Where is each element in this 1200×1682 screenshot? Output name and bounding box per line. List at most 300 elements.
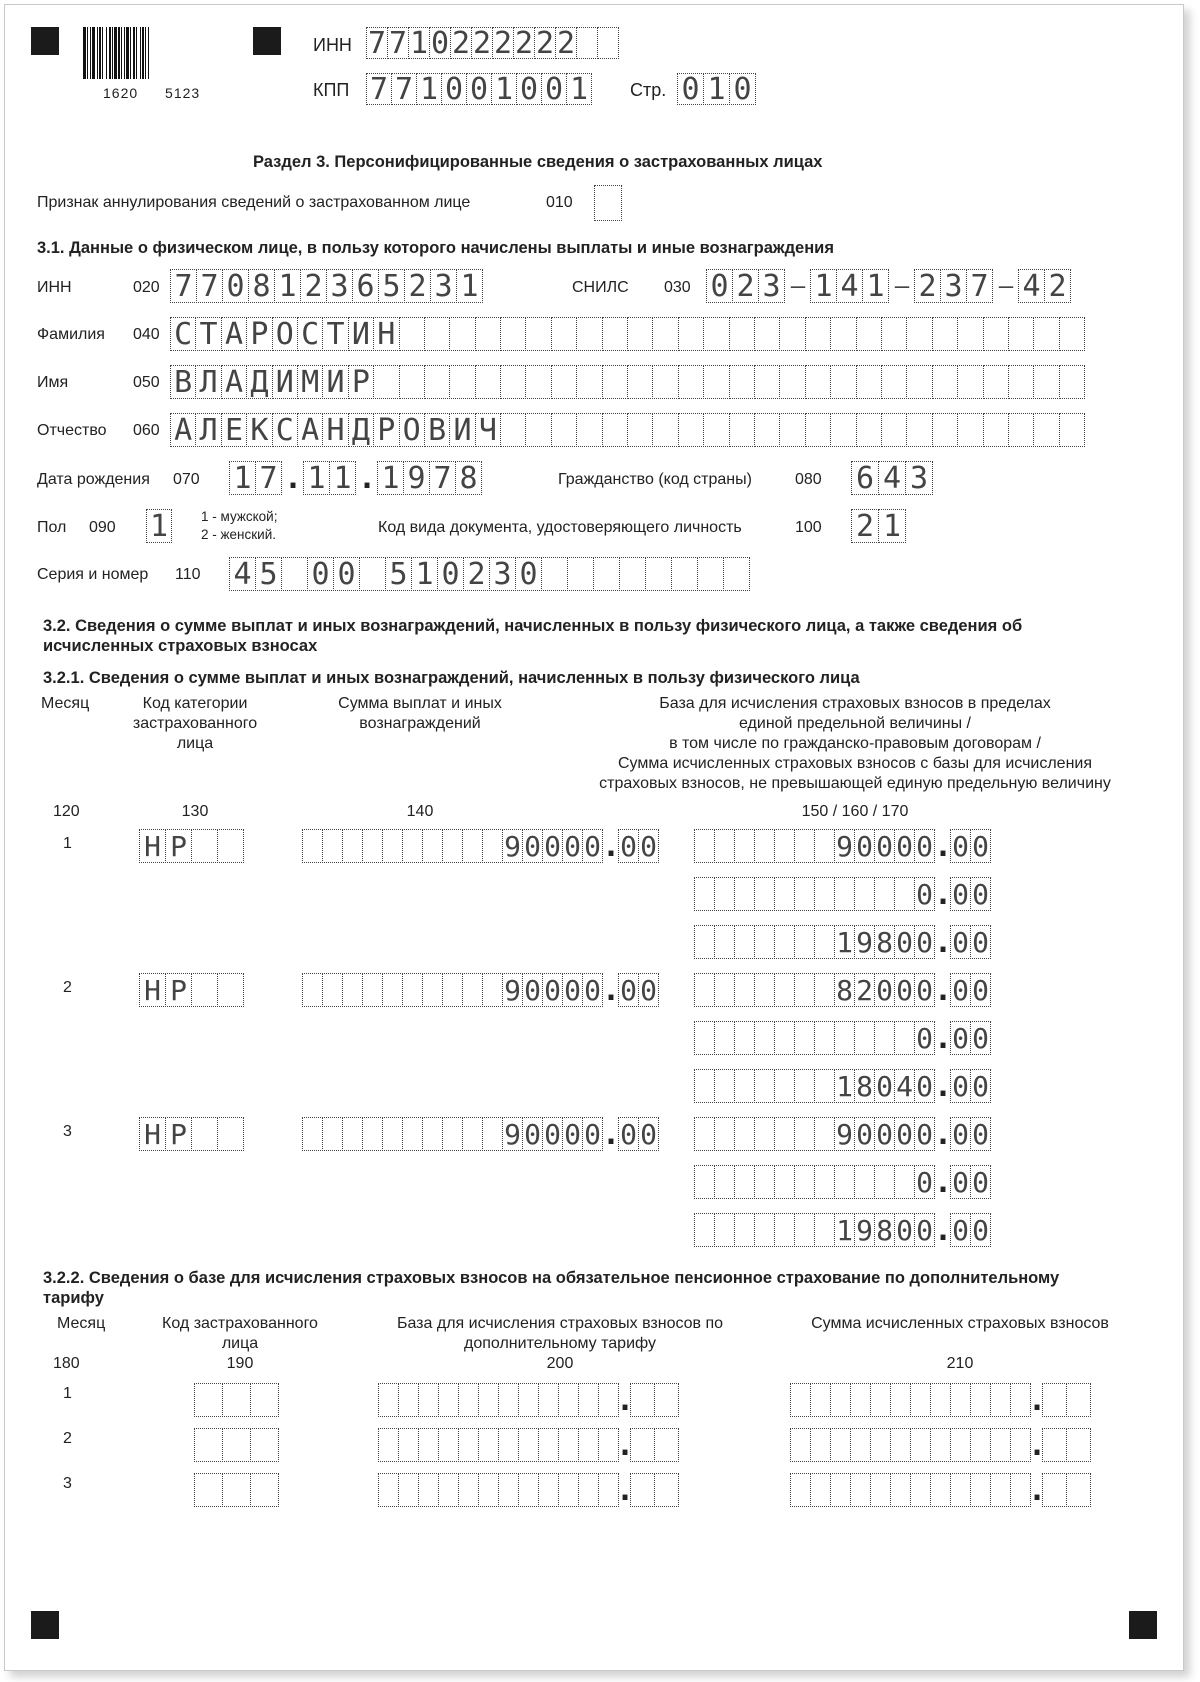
separator: . [601, 972, 621, 1008]
corner-marker-bottom-right [1129, 1611, 1157, 1639]
char-cell [694, 1117, 715, 1151]
char-cell: 1 [229, 461, 256, 495]
char-cell [567, 557, 594, 591]
patronymic-field [171, 413, 1085, 447]
char-cell [810, 1473, 831, 1507]
char-cell [217, 973, 244, 1007]
char-cell: 7 [196, 269, 223, 303]
char-cell [482, 1117, 503, 1151]
payments-title-line2: исчисленных страховых взносах [43, 637, 318, 655]
char-cell: 2 [493, 25, 513, 61]
col-base-header-l3: в том числе по гражданско-правовым договорам / [669, 735, 1041, 752]
payment-month: 1 [63, 835, 72, 852]
char-cell: 7 [429, 461, 456, 495]
doc-type-label: Код вида документа, удостоверяющего личность [378, 519, 742, 536]
char-cell [475, 365, 501, 399]
char-cell [538, 1473, 559, 1507]
base-field-170 [695, 1069, 991, 1103]
page-label: Стр. [630, 80, 667, 100]
annul-code: 010 [546, 194, 573, 211]
snils-label: СНИЛС [572, 279, 629, 296]
char-cell [703, 365, 729, 399]
char-cell: 0 [466, 73, 492, 105]
decimal-part [951, 925, 991, 959]
char-cell: Т [322, 317, 348, 351]
integer-part [303, 973, 603, 1007]
char-cell [814, 925, 835, 959]
char-cell: 0 [582, 829, 603, 863]
char-cell [970, 1383, 991, 1417]
integer-part [379, 1428, 619, 1462]
decimal-part [631, 1428, 679, 1462]
col-base-header-l2: единой предельной величины / [739, 715, 971, 732]
char-cell: 2 [463, 557, 490, 591]
name-code: 050 [133, 374, 160, 391]
char-cell: И [322, 365, 348, 399]
char-cell: 0 [522, 973, 543, 1007]
separator: . [933, 1212, 953, 1248]
decimal-part [951, 1213, 991, 1247]
char-cell: 0 [914, 1213, 935, 1247]
col-base-header-l4: Сумма исчисленных страховых взносов с базы для исчисления [617, 755, 1093, 772]
char-cell [281, 557, 308, 591]
char-cell [217, 1117, 244, 1151]
sex-code: 090 [89, 519, 116, 536]
char-cell: 5 [255, 557, 282, 591]
integer-part [695, 1069, 935, 1103]
char-cell [342, 1117, 363, 1151]
integer-part [791, 1473, 1031, 1507]
char-cell [830, 413, 856, 447]
char-cell [442, 1117, 463, 1151]
char-cell: 9 [834, 1117, 855, 1151]
char-cell: 2 [914, 269, 941, 303]
separator: . [933, 1020, 953, 1056]
char-cell: 8 [874, 1213, 895, 1247]
char-cell [906, 317, 932, 351]
barcode [83, 27, 152, 79]
char-cell [794, 1069, 815, 1103]
char-cell [302, 973, 323, 1007]
char-cell: Т [195, 317, 221, 351]
char-cell [194, 1428, 223, 1462]
add-code-base: 200 [546, 1355, 574, 1372]
char-cell: 0 [516, 73, 542, 105]
char-cell: 1 [416, 73, 442, 105]
char-cell: И [272, 365, 298, 399]
category-code-field [140, 829, 244, 863]
char-cell [930, 1428, 951, 1462]
char-cell: А [170, 413, 196, 447]
char-cell: 1 [878, 509, 906, 543]
char-cell: 0 [914, 973, 935, 1007]
char-cell [194, 1383, 223, 1417]
char-cell [576, 317, 602, 351]
char-cell: Л [195, 365, 221, 399]
char-cell [774, 1021, 795, 1055]
char-cell [950, 1383, 971, 1417]
col-category-header-l1: Код категории [142, 695, 248, 712]
char-cell [794, 1117, 815, 1151]
additional-base-field [379, 1428, 679, 1462]
char-cell: 2 [514, 25, 534, 61]
char-cell [525, 365, 551, 399]
base-field-150 [695, 973, 991, 1007]
additional-sum-field [791, 1428, 1091, 1462]
char-cell [458, 1383, 479, 1417]
char-cell [342, 829, 363, 863]
char-cell [754, 1165, 775, 1199]
char-cell [398, 1383, 419, 1417]
char-cell: Н [139, 829, 166, 863]
base-field-150 [695, 829, 991, 863]
char-cell [754, 1213, 775, 1247]
add-col-code-header-l2: лица [221, 1335, 259, 1352]
corner-marker-top-right [253, 27, 281, 55]
corner-marker-bottom-left [31, 1611, 59, 1639]
category-code-field [140, 973, 244, 1007]
person-inn-field [171, 269, 483, 303]
char-cell [191, 973, 218, 1007]
char-cell [774, 925, 795, 959]
char-cell: Д [246, 365, 272, 399]
char-cell [754, 1021, 775, 1055]
additional-month: 1 [63, 1385, 72, 1402]
char-cell: 2 [556, 25, 576, 61]
char-cell: 0 [970, 973, 991, 1007]
char-cell [932, 365, 958, 399]
char-cell [714, 877, 735, 911]
col-month-header: Месяц [41, 695, 90, 712]
char-cell [830, 317, 856, 351]
char-cell [191, 829, 218, 863]
additional-month: 2 [63, 1430, 72, 1447]
char-cell: Л [195, 413, 221, 447]
integer-part [303, 829, 603, 863]
char-cell [754, 365, 780, 399]
char-cell [881, 365, 907, 399]
char-cell [714, 1165, 735, 1199]
add-col-code-header-l1: Код застрахованного [162, 1315, 318, 1332]
char-cell [703, 317, 729, 351]
char-cell: 6 [851, 461, 879, 495]
char-cell [834, 1021, 855, 1055]
char-cell [694, 877, 715, 911]
char-cell [449, 317, 475, 351]
char-cell [854, 1165, 875, 1199]
char-cell [794, 925, 815, 959]
decimal-part [951, 829, 991, 863]
char-cell: Н [373, 317, 399, 351]
char-cell [500, 413, 526, 447]
char-cell [627, 413, 653, 447]
decimal-part [951, 1069, 991, 1103]
char-cell [834, 877, 855, 911]
separator: . [933, 924, 953, 960]
char-cell [870, 1383, 891, 1417]
char-cell [774, 973, 795, 1007]
char-cell: 0 [542, 829, 563, 863]
payment-month: 2 [63, 979, 72, 996]
integer-part [791, 1383, 1031, 1417]
decimal-part [1043, 1473, 1091, 1507]
base-field-170 [695, 1213, 991, 1247]
char-cell [830, 1383, 851, 1417]
char-cell [652, 365, 678, 399]
char-cell [322, 829, 343, 863]
char-cell: 0 [950, 1069, 971, 1103]
char-cell [458, 1428, 479, 1462]
char-cell [627, 317, 653, 351]
char-cell: 3 [940, 269, 967, 303]
separator: . [1027, 1382, 1047, 1418]
add-col-sum-header: Сумма исчисленных страховых взносов [811, 1315, 1109, 1332]
char-cell [558, 1383, 579, 1417]
char-cell [774, 829, 795, 863]
char-cell [398, 1428, 419, 1462]
char-cell [478, 1473, 499, 1507]
char-cell [578, 1428, 599, 1462]
integer-part [379, 1383, 619, 1417]
char-cell [890, 1473, 911, 1507]
char-cell [810, 1383, 831, 1417]
char-cell [399, 365, 425, 399]
char-cell [694, 1165, 715, 1199]
char-cell: А [221, 317, 247, 351]
char-cell: 2 [851, 509, 879, 543]
char-cell [558, 1473, 579, 1507]
decimal-part [1043, 1383, 1091, 1417]
char-cell [729, 365, 755, 399]
char-cell: 9 [854, 1213, 875, 1247]
char-cell [990, 1428, 1011, 1462]
char-cell: 1 [303, 461, 330, 495]
barcode-number: 1620 5123 [103, 85, 201, 101]
code-month: 120 [53, 803, 80, 820]
char-cell [983, 365, 1009, 399]
integer-part [695, 829, 935, 863]
char-cell [779, 413, 805, 447]
char-cell: Р [165, 973, 192, 1007]
decimal-part [619, 829, 659, 863]
char-cell: 5 [378, 269, 405, 303]
char-cell [910, 1383, 931, 1417]
kpp-label: КПП [313, 80, 350, 100]
citizenship-field [852, 461, 933, 495]
char-cell: 3 [489, 557, 516, 591]
char-cell: 0 [677, 73, 704, 105]
char-cell [619, 557, 646, 591]
char-cell [551, 365, 577, 399]
char-cell: 1 [409, 25, 429, 61]
char-cell: Ч [475, 413, 501, 447]
char-cell: 7 [366, 73, 392, 105]
char-cell: 9 [502, 1117, 523, 1151]
char-cell [874, 877, 895, 911]
decimal-part [951, 1117, 991, 1151]
char-cell [779, 317, 805, 351]
char-cell [1059, 413, 1085, 447]
payment-month: 3 [63, 1123, 72, 1140]
insured-code-field [195, 1428, 279, 1462]
separator: . [615, 1382, 635, 1418]
char-cell [378, 1428, 399, 1462]
char-cell [578, 1383, 599, 1417]
char-cell [754, 1069, 775, 1103]
char-cell [1042, 1383, 1067, 1417]
char-cell [714, 829, 735, 863]
integer-part [303, 1117, 603, 1151]
patronymic-code: 060 [133, 422, 160, 439]
decimal-part [619, 1117, 659, 1151]
char-cell [654, 1383, 679, 1417]
birth-year [378, 461, 482, 495]
char-cell [774, 877, 795, 911]
char-cell: 0 [729, 73, 756, 105]
char-cell [723, 557, 750, 591]
additional-base-field [379, 1473, 679, 1507]
char-cell [652, 317, 678, 351]
additional-sum-field [791, 1473, 1091, 1507]
char-cell: 0 [950, 877, 971, 911]
char-cell [482, 829, 503, 863]
additional-title-line2: тарифу [43, 1289, 104, 1307]
char-cell [1033, 317, 1059, 351]
payments-title-line1: 3.2. Сведения о сумме выплат и иных вознаграждений, начисленных в пользу физического лица, а также сведения об [43, 617, 1023, 635]
inn-field [367, 27, 619, 59]
char-cell [805, 413, 831, 447]
char-cell: 0 [894, 1213, 915, 1247]
char-cell: 0 [950, 1213, 971, 1247]
char-cell: 1 [834, 1213, 855, 1247]
payment-sum-field [303, 973, 659, 1007]
char-cell [754, 1117, 775, 1151]
char-cell: 0 [562, 829, 583, 863]
char-cell [449, 365, 475, 399]
char-cell [576, 27, 598, 59]
char-cell [424, 365, 450, 399]
surname-field [171, 317, 1085, 351]
char-cell: И [449, 413, 475, 447]
integer-part [379, 1473, 619, 1507]
char-cell [805, 365, 831, 399]
char-cell [734, 1069, 755, 1103]
char-cell [694, 829, 715, 863]
char-cell [597, 27, 619, 59]
char-cell: 0 [914, 1165, 935, 1199]
col-base-header-l5: страховых взносов, не превышающей единую предельную величину [599, 775, 1111, 792]
char-cell [754, 317, 780, 351]
char-cell [774, 1069, 795, 1103]
char-cell [790, 1428, 811, 1462]
char-cell: 0 [854, 1117, 875, 1151]
char-cell [881, 317, 907, 351]
char-cell [1008, 317, 1034, 351]
doc-number-label: Серия и номер [37, 566, 149, 583]
char-cell: 3 [758, 269, 785, 303]
char-cell [422, 973, 443, 1007]
char-cell [950, 1428, 971, 1462]
char-cell [525, 317, 551, 351]
char-cell [874, 1165, 895, 1199]
char-cell [1008, 413, 1034, 447]
char-cell: 0 [430, 25, 450, 61]
char-cell [894, 1165, 915, 1199]
person-inn-code: 020 [133, 279, 160, 296]
char-cell [378, 1473, 399, 1507]
add-col-base-header-l1: База для исчисления страховых взносов по [396, 1315, 724, 1332]
char-cell: 8 [455, 461, 482, 495]
char-cell [498, 1383, 519, 1417]
surname-label: Фамилия [37, 326, 105, 343]
char-cell: 3 [905, 461, 933, 495]
separator: . [283, 460, 303, 496]
integer-part [695, 925, 935, 959]
additional-sum-field [791, 1383, 1091, 1417]
char-cell [424, 317, 450, 351]
snils-field [707, 269, 1071, 303]
doc-number-code: 110 [175, 566, 201, 583]
char-cell [734, 829, 755, 863]
birth-month [304, 461, 356, 495]
annul-label: Признак аннулирования сведений о застрахованном лице [37, 194, 471, 211]
char-cell [754, 413, 780, 447]
char-cell [814, 1069, 835, 1103]
char-cell [881, 413, 907, 447]
char-cell [373, 365, 399, 399]
char-cell [462, 973, 483, 1007]
category-code-field [140, 1117, 244, 1151]
char-cell [970, 1473, 991, 1507]
char-cell [1042, 1428, 1067, 1462]
add-col-base-header-l2: дополнительному тарифу [464, 1335, 656, 1352]
char-cell: 9 [854, 925, 875, 959]
char-cell: 0 [894, 925, 915, 959]
char-cell [894, 877, 915, 911]
doc-number-field [230, 557, 750, 591]
col-base-header-l1: База для исчисления страховых взносов в пределах [659, 695, 1051, 712]
char-cell: Р [165, 829, 192, 863]
char-cell [957, 413, 983, 447]
char-cell [438, 1473, 459, 1507]
char-cell [538, 1383, 559, 1417]
char-cell: 2 [472, 25, 492, 61]
char-cell: 0 [914, 829, 935, 863]
char-cell [558, 1428, 579, 1462]
char-cell [1066, 1473, 1091, 1507]
add-code-code: 190 [226, 1355, 254, 1372]
char-cell: 0 [970, 1165, 991, 1199]
char-cell [1066, 1383, 1091, 1417]
char-cell [525, 413, 551, 447]
char-cell [734, 1117, 755, 1151]
char-cell: 0 [874, 1069, 895, 1103]
section-title: Раздел 3. Персонифицированные сведения о застрахованных лицах [253, 153, 823, 171]
char-cell [630, 1428, 655, 1462]
char-cell [362, 973, 383, 1007]
char-cell: 0 [307, 557, 334, 591]
char-cell [697, 557, 724, 591]
person-inn-label: ИНН [37, 279, 72, 296]
integer-part [695, 1021, 935, 1055]
char-cell: 0 [950, 1165, 971, 1199]
char-cell [630, 1383, 655, 1417]
char-cell [191, 1117, 218, 1151]
char-cell [834, 1165, 855, 1199]
char-cell [250, 1428, 279, 1462]
base-field-160 [695, 1165, 991, 1199]
char-cell: 1 [566, 73, 592, 105]
